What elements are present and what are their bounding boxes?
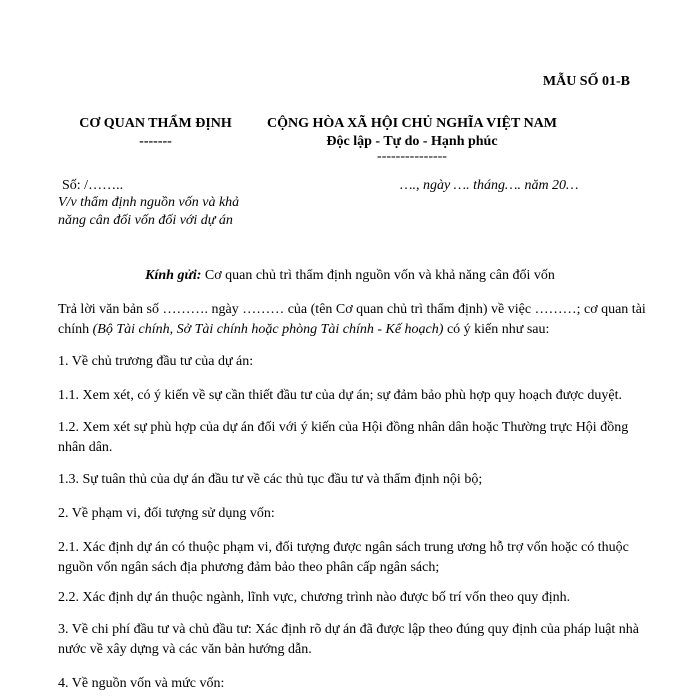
issuing-agency-header — [78, 116, 233, 150]
section-4-heading: 4. Về nguồn vốn và mức vốn: — [58, 676, 225, 691]
section-1-heading: 1. Về chủ trương đầu tư của dự án: — [58, 354, 254, 369]
national-title: CỘNG HÒA XÃ HỘI CHỦ NGHĨA VIỆT NAM — [266, 116, 557, 131]
intro-text-italic: (Bộ Tài chính, Sở Tài chính hoặc phòng Tài chính - Kế hoạch) — [92, 322, 444, 337]
national-divider: --------------- — [377, 149, 447, 164]
national-header — [262, 116, 562, 164]
intro-paragraph — [58, 300, 648, 340]
issuing-agency-title: CƠ QUAN THẨM ĐỊNH — [79, 116, 232, 131]
section-2-heading: 2. Về phạm vi, đối tượng sử dụng vốn: — [58, 506, 275, 521]
issuing-agency-divider: ------- — [139, 134, 172, 149]
form-code: MẪU SỐ 01-B — [542, 74, 630, 89]
intro-text-1: Trả lời văn bản số ………. ngày ……… của (tên Cơ quan chủ trì thẩm định) về việc ………; cơ quan tài chính — [58, 302, 646, 337]
section-1-3: 1.3. Sự tuân thủ của dự án đầu tư về các thủ tục đầu tư và thẩm định nội bộ; — [58, 472, 483, 487]
intro-text-2: có ý kiến như sau: — [443, 322, 550, 337]
section-1-2: 1.2. Xem xét sự phù hợp của dự án đối với ý kiến của Hội đồng nhân dân hoặc Thường trực Hội đồng nhân dân. — [58, 420, 629, 455]
section-2-2: 2.2. Xác định dự án thuộc ngành, lĩnh vực, chương trình nào được bố trí vốn theo quy định. — [58, 590, 571, 605]
section-2-1: 2.1. Xác định dự án có thuộc phạm vi, đối tượng được ngân sách trung ương hỗ trợ vốn hoặc có thuộc nguồn vốn ngân sách địa phương đảm bảo theo phân cấp ngân sách; — [58, 540, 629, 575]
document-subject: V/v thẩm định nguồn vốn và khả năng cân đối vốn đối với dự án — [58, 195, 240, 228]
recipient-text: Cơ quan chủ trì thẩm định nguồn vốn và khả năng cân đối vốn — [201, 268, 555, 283]
section-3: 3. Về chi phí đầu tư và chủ đầu tư: Xác định rõ dự án đã được lập theo đúng quy định của pháp luật nhà nước về xây dựng và các văn bản hướng dẫn. — [58, 622, 640, 657]
recipient-line — [0, 268, 700, 284]
national-motto: Độc lập - Tự do - Hạnh phúc — [326, 134, 498, 149]
section-1-1: 1.1. Xem xét, có ý kiến về sự cần thiết đầu tư của dự án; sự đảm bảo phù hợp quy hoạch được duyệt. — [58, 388, 622, 403]
recipient-label: Kính gửi: — [145, 268, 202, 283]
document-date: …., ngày …. tháng…. năm 20… — [400, 178, 579, 193]
document-number: Số: /…….. — [62, 178, 124, 193]
